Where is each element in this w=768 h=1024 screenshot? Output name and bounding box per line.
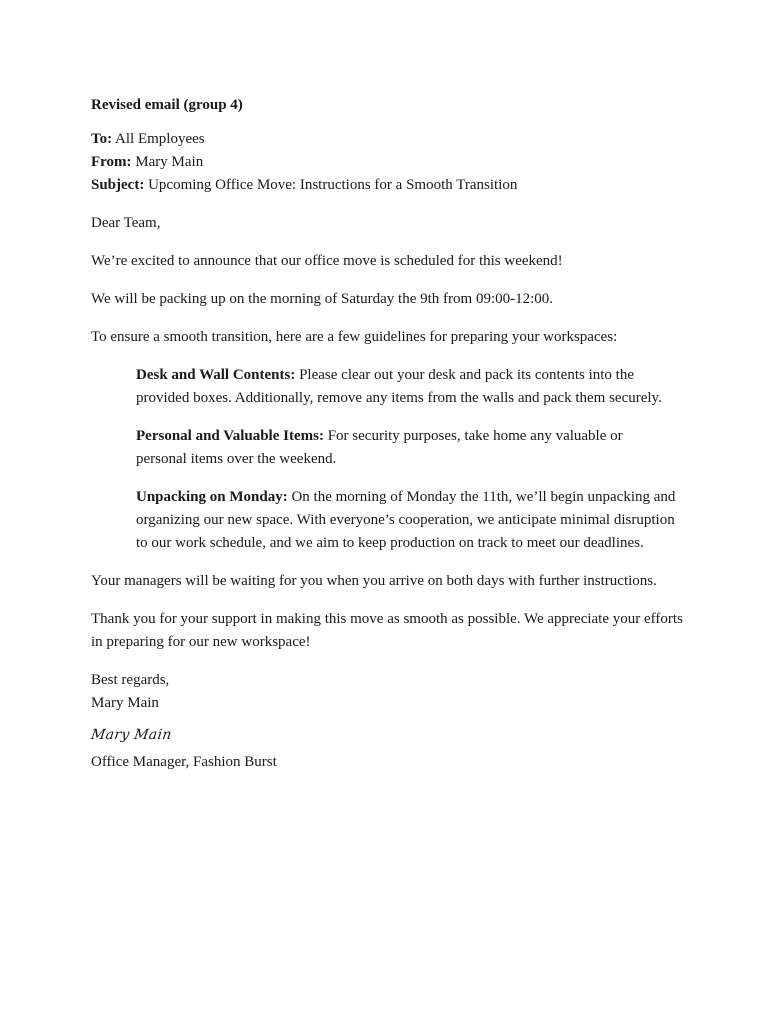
guideline-desk-wall <box>136 364 676 410</box>
guideline-text: Please clear out your desk and pack its contents into the provided boxes. Additionally, remove any items from the walls and pack them securely. <box>136 367 662 406</box>
closing-name: Mary Main <box>91 695 159 711</box>
guideline-title: Unpacking on Monday: <box>136 489 288 505</box>
guidelines-list <box>136 364 676 555</box>
subject-label: Subject: <box>91 177 145 193</box>
subject-value: Upcoming Office Move: Instructions for a Smooth Transition <box>144 177 518 193</box>
from-line <box>91 151 691 174</box>
paragraph-guidelines-intro: To ensure a smooth transition, here are a few guidelines for preparing your workspaces: <box>91 329 618 345</box>
to-line <box>91 128 691 151</box>
from-label: From: <box>91 154 132 170</box>
greeting: Dear Team, <box>91 215 161 231</box>
guideline-text: For security purposes, take home any valuable or personal items over the weekend. <box>136 428 623 467</box>
paragraph-managers: Your managers will be waiting for you when you arrive on both days with further instructions. <box>91 573 657 589</box>
email-header <box>91 128 691 197</box>
sender-role: Office Manager, Fashion Burst <box>91 754 277 770</box>
handwritten-signature: Mary Main <box>89 727 173 743</box>
to-value: All Employees <box>112 131 205 147</box>
closing-block <box>91 669 691 715</box>
guideline-unpacking <box>136 486 676 555</box>
paragraph-announcement: We’re excited to announce that our office move is scheduled for this weekend! <box>91 253 563 269</box>
email-document <box>91 95 691 774</box>
closing-salutation: Best regards, <box>91 672 170 688</box>
guideline-text: On the morning of Monday the 11th, we’ll begin unpacking and organizing our new space. With everyone’s cooperation, we anticipate minimal disruption to our work schedule, and we aim to keep production on track to meet our deadlines. <box>136 489 676 551</box>
document-heading: Revised email (group 4) <box>91 97 243 113</box>
guideline-personal-items <box>136 425 676 471</box>
to-label: To: <box>91 131 113 147</box>
paragraph-thanks: Thank you for your support in making this move as smooth as possible. We appreciate your efforts in preparing for our new workspace! <box>91 611 683 650</box>
subject-line <box>91 174 691 197</box>
guideline-title: Personal and Valuable Items: <box>136 428 324 444</box>
guideline-title: Desk and Wall Contents: <box>136 367 296 383</box>
paragraph-packing-time: We will be packing up on the morning of Saturday the 9th from 09:00-12:00. <box>91 291 554 307</box>
from-value: Mary Main <box>131 154 204 170</box>
